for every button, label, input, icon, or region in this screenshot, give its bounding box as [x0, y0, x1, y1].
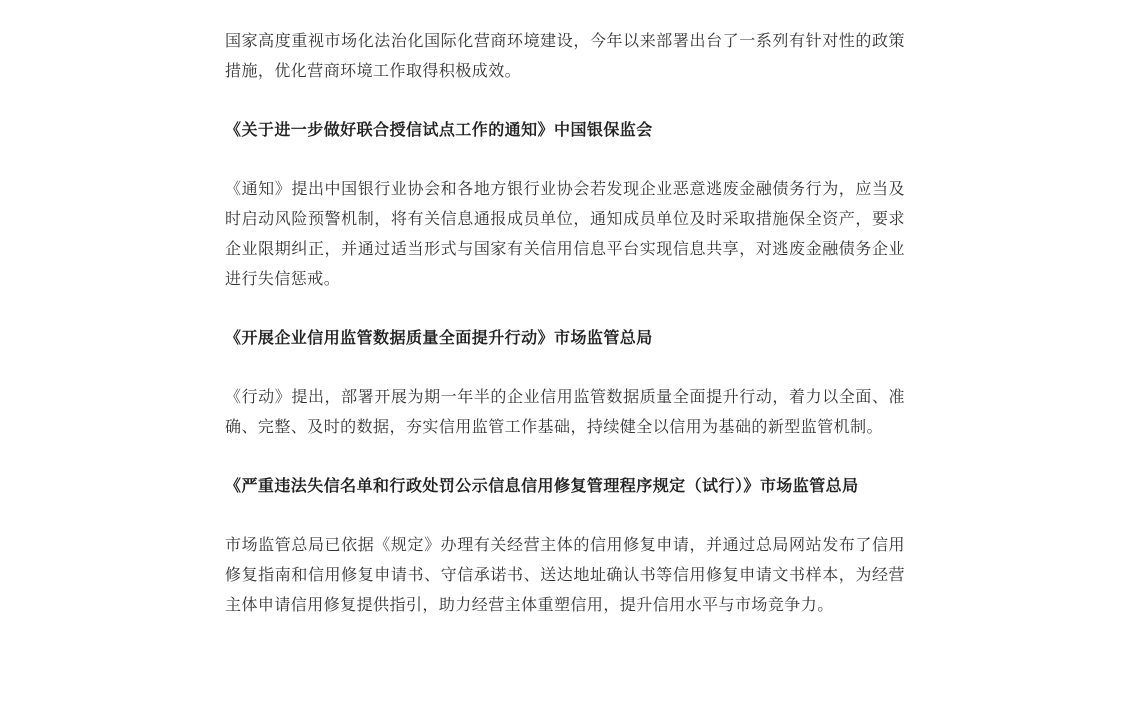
intro-paragraph: 国家高度重视市场化法治化国际化营商环境建设，今年以来部署出台了一系列有针对性的政策措施，优化营商环境工作取得积极成效。 [225, 31, 905, 80]
article-content [225, 26, 905, 620]
section-heading: 《开展企业信用监管数据质量全面提升行动》市场监管总局 [225, 328, 653, 347]
section-heading: 《严重违法失信名单和行政处罚公示信息信用修复管理程序规定（试行）》市场监管总局 [225, 476, 859, 495]
section-body: 《行动》提出，部署开展为期一年半的企业信用监管数据质量全面提升行动，着力以全面、准确、完整、及时的数据，夯实信用监管工作基础，持续健全以信用为基础的新型监管机制。 [225, 387, 905, 436]
section-body: 市场监管总局已依据《规定》办理有关经营主体的信用修复申请，并通过总局网站发布了信用修复指南和信用修复申请书、守信承诺书、送达地址确认书等信用修复申请文书样本，为经营主体申请信用修复提供指引，助力经营主体重塑信用，提升信用水平与市场竞争力。 [225, 535, 905, 614]
section-heading: 《关于进一步做好联合授信试点工作的通知》中国银保监会 [225, 120, 653, 139]
section-body: 《通知》提出中国银行业协会和各地方银行业协会若发现企业恶意逃废金融债务行为，应当及时启动风险预警机制，将有关信息通报成员单位，通知成员单位及时采取措施保全资产，要求企业限期纠正，并通过适当形式与国家有关信用信息平台实现信息共享，对逃废金融债务企业进行失信惩戒。 [225, 179, 905, 288]
